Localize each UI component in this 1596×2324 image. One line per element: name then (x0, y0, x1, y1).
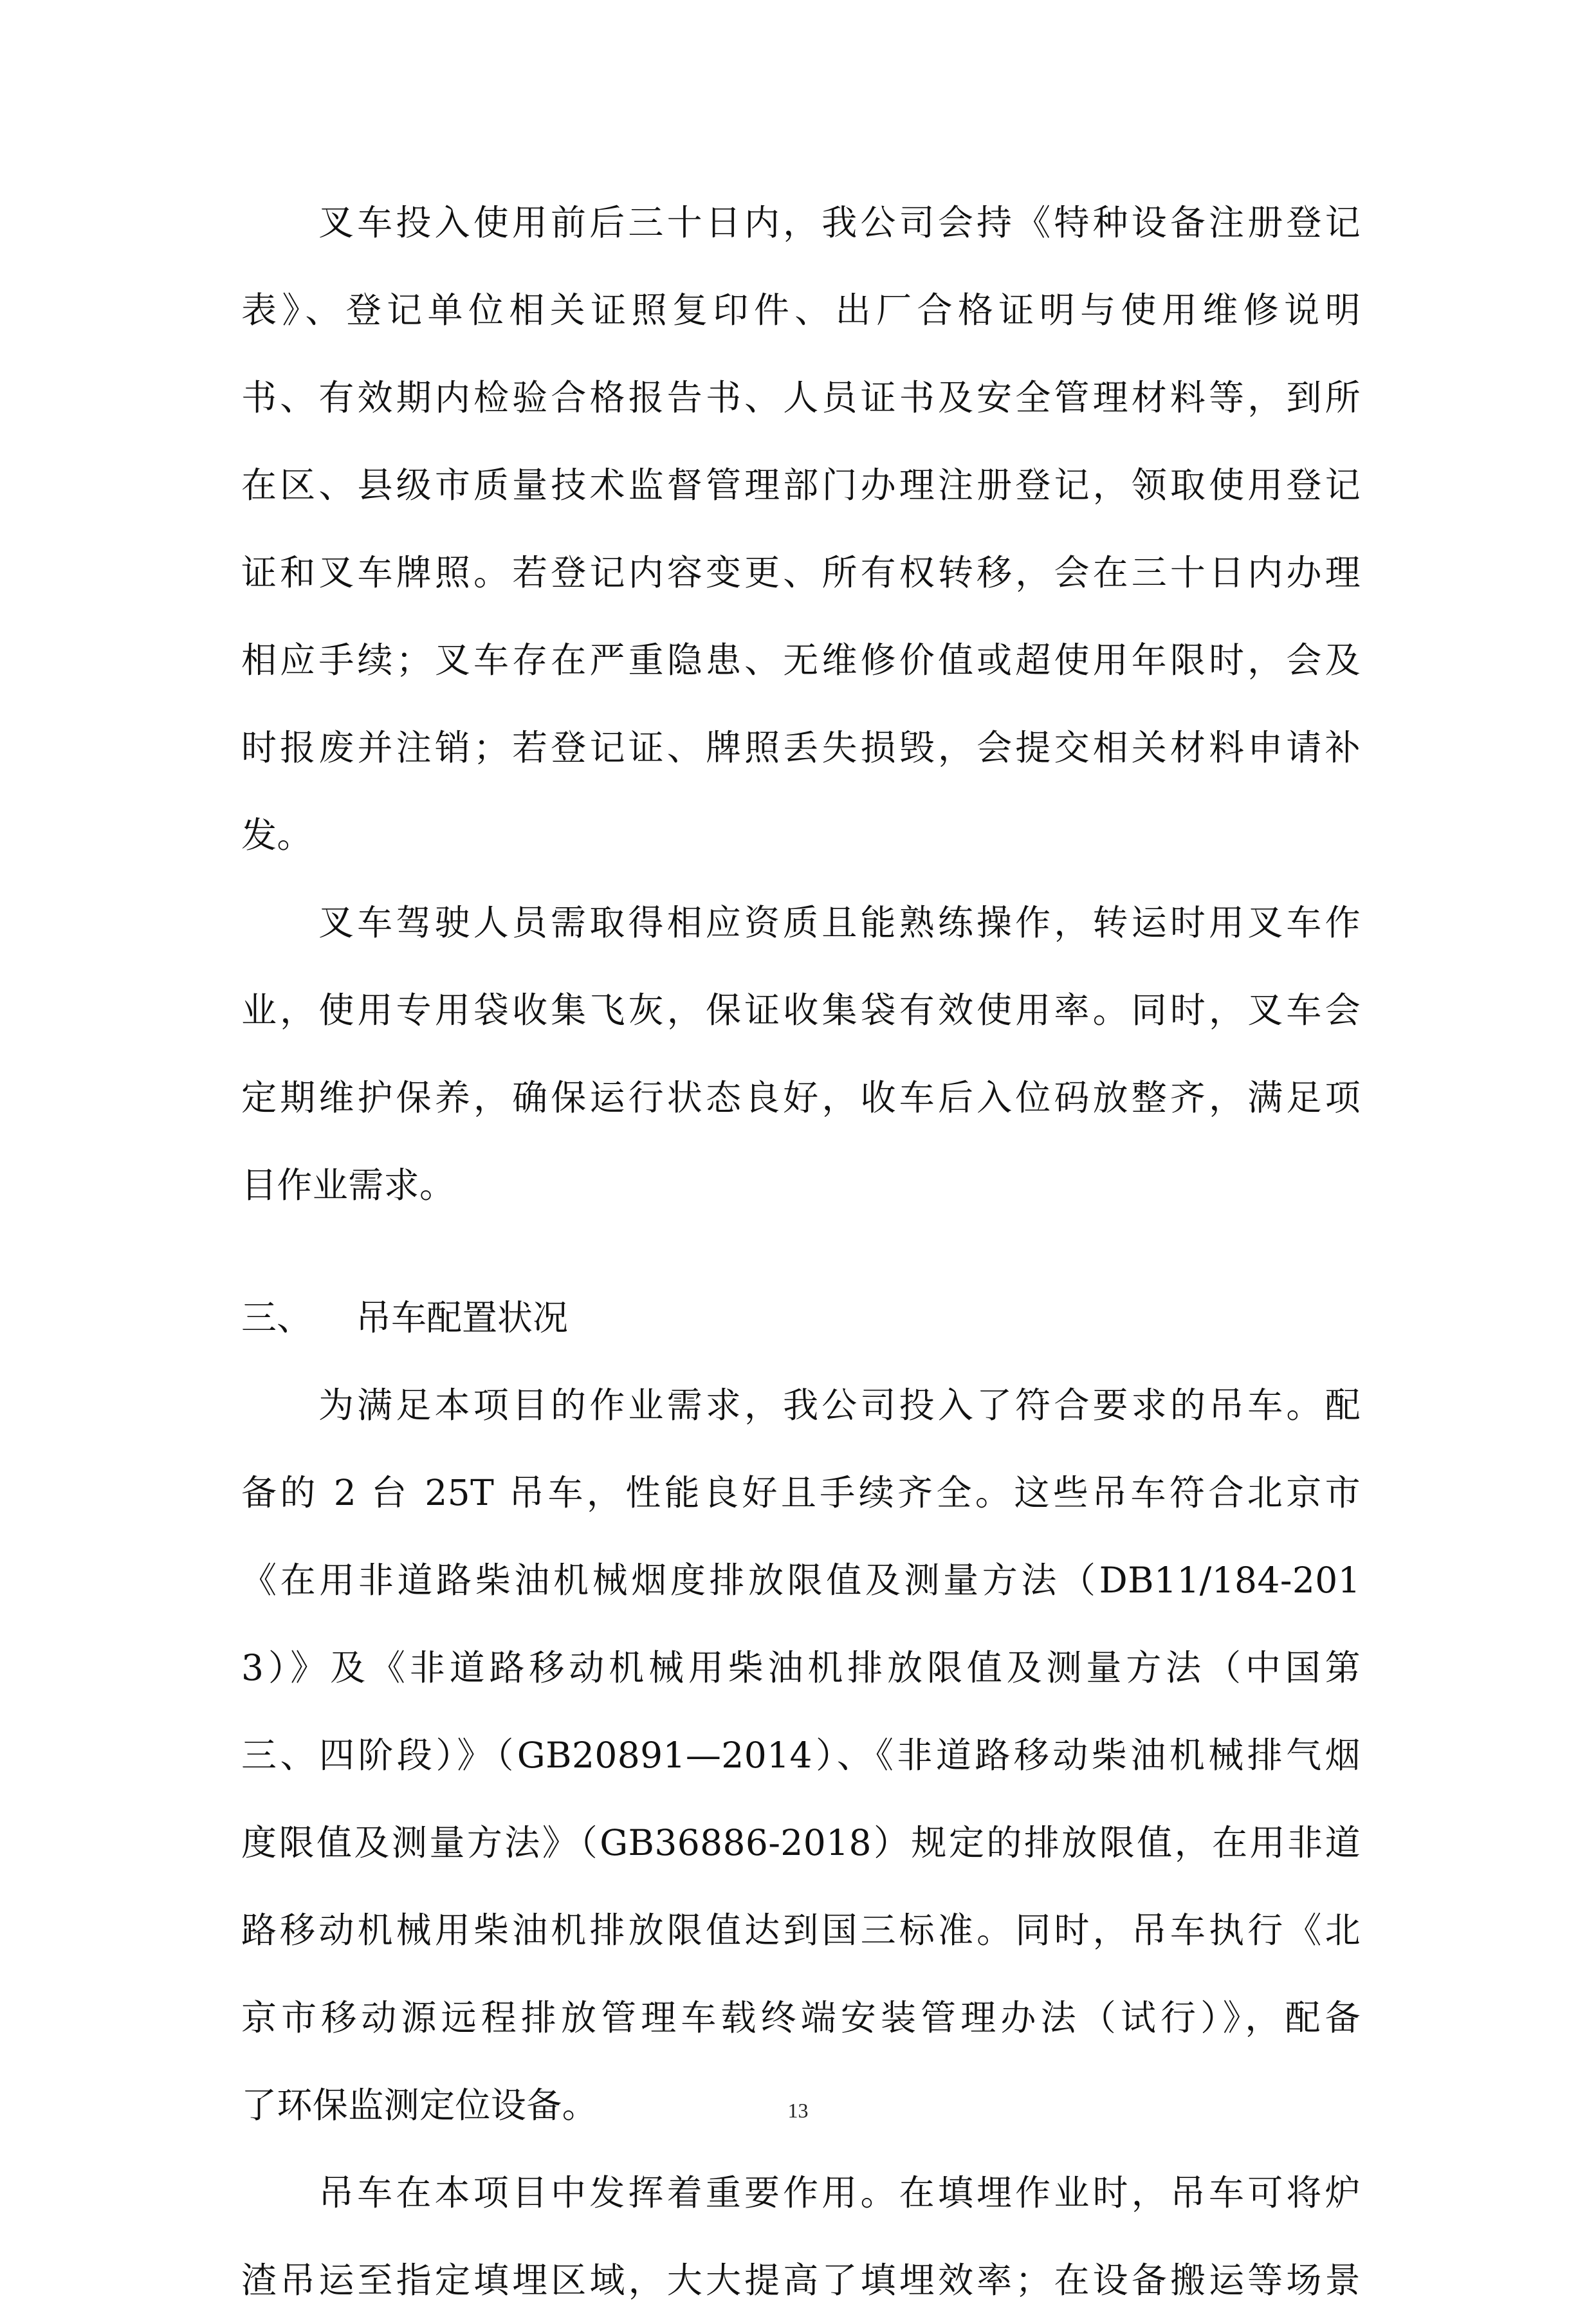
text-line: 叉车驾驶人员需取得相应资质且能熟练操作，转运时用叉车作 (318, 902, 1361, 943)
paragraph-forklift-operation (241, 879, 1361, 1229)
text-line: 发。 (241, 815, 313, 856)
section-title: 吊车配置状况 (356, 1297, 569, 1338)
paragraph-crane-role (241, 2149, 1361, 2324)
text-line: 表》、登记单位相关证照复印件、出厂合格证明与使用维修说明 (241, 290, 1361, 331)
text-line: 业，使用专用袋收集飞灰，保证收集袋有效使用率。同时，叉车会 (241, 990, 1361, 1031)
page-number: 13 (787, 2099, 809, 2122)
text-line: 在区、县级市质量技术监督管理部门办理注册登记，领取使用登记 (241, 465, 1361, 506)
text-line: 三、四阶段）》（GB20891—2014）、《非道路移动柴油机械排气烟 (241, 1735, 1361, 1776)
text-line: 了环保监测定位设备。 (241, 2085, 598, 2126)
paragraph-crane-configuration (241, 1361, 1361, 2149)
text-line: 路移动机械用柴油机排放限值达到国三标准。同时，吊车执行《北 (241, 1910, 1361, 1951)
section-number: 三、 (241, 1297, 313, 1338)
text-line: 为满足本项目的作业需求，我公司投入了符合要求的吊车。配 (318, 1385, 1361, 1426)
page-content (241, 179, 1361, 2324)
text-line: 目作业需求。 (241, 1165, 455, 1206)
text-line: 3）》及《非道路移动机械用柴油机排放限值及测量方法（中国第 (241, 1647, 1361, 1688)
text-line: 时报废并注销；若登记证、牌照丢失损毁，会提交相关材料申请补 (241, 727, 1361, 768)
section-heading (241, 1274, 1361, 1361)
text-line: 吊车在本项目中发挥着重要作用。在填埋作业时，吊车可将炉 (318, 2172, 1361, 2213)
text-line: 《在用非道路柴油机械烟度排放限值及测量方法（DB11/184-201 (241, 1560, 1361, 1601)
text-line: 渣吊运至指定填埋区域，大大提高了填埋效率；在设备搬运等场景 (241, 2260, 1361, 2301)
text-line: 相应手续；叉车存在严重隐患、无维修价值或超使用年限时，会及 (241, 640, 1361, 681)
text-line: 度限值及测量方法》（GB36886-2018）规定的排放限值，在用非道 (241, 1822, 1361, 1863)
text-line: 叉车投入使用前后三十日内，我公司会持《特种设备注册登记 (318, 202, 1361, 243)
text-line: 定期维护保养，确保运行状态良好，收车后入位码放整齐，满足项 (241, 1077, 1361, 1118)
text-line: 书、有效期内检验合格报告书、人员证书及安全管理材料等，到所 (241, 377, 1361, 418)
spacer (241, 1229, 1361, 1274)
text-line: 备的 2 台 25T 吊车，性能良好且手续齐全。这些吊车符合北京市 (241, 1472, 1361, 1513)
paragraph-forklift-registration (241, 179, 1361, 879)
text-line: 证和叉车牌照。若登记内容变更、所有权转移，会在三十日内办理 (241, 552, 1361, 593)
text-line: 京市移动源远程排放管理车载终端安装管理办法（试行）》，配备 (241, 1997, 1361, 2038)
